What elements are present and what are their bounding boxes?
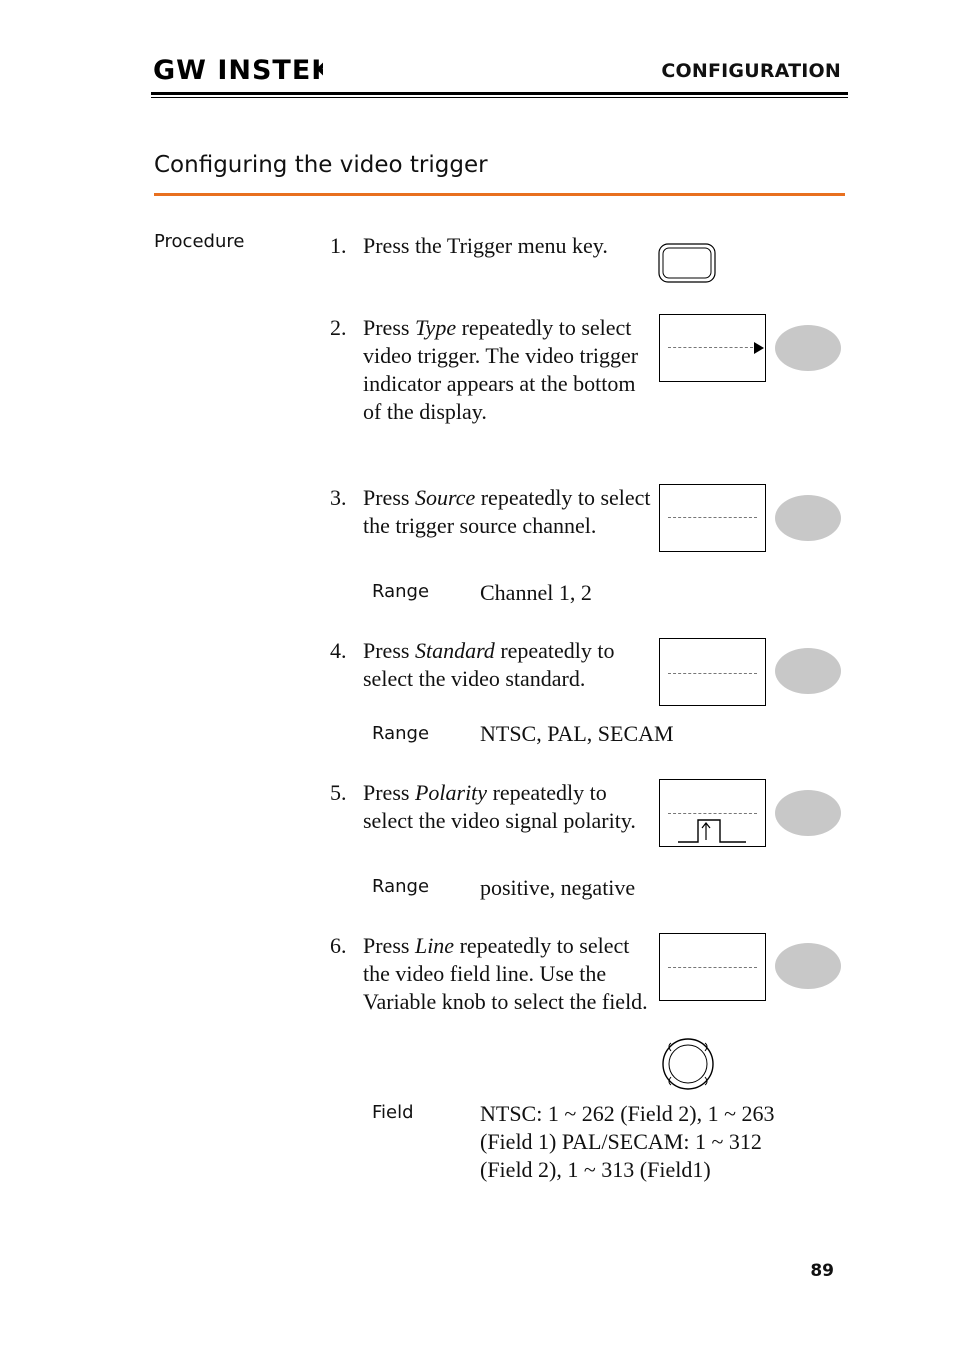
step-1-number: 1. xyxy=(330,233,347,258)
polarity-soft-key[interactable] xyxy=(775,790,841,836)
field-label: Field xyxy=(372,1102,414,1123)
range-label: Range xyxy=(372,581,430,602)
svg-text:GW INSTEK: GW INSTEK xyxy=(153,55,323,83)
step-5-text: Press Polarity repeatedly to select the video signal polarity. xyxy=(363,780,636,833)
section-rule xyxy=(154,193,845,196)
header-rule xyxy=(151,92,848,95)
step-4-text: Press Standard repeatedly to select the video standard. xyxy=(363,638,615,691)
step-4-number: 4. xyxy=(330,638,347,663)
step-2-number: 2. xyxy=(330,315,347,340)
range-label: Range xyxy=(372,876,430,897)
field-value: NTSC: 1 ~ 262 (Field 2), 1 ~ 263 (Field 1) PAL/SECAM: 1 ~ 312 (Field 2), 1 ~ 313 (Field1) xyxy=(480,1101,775,1182)
range-label: Range xyxy=(372,723,430,744)
source-soft-key[interactable] xyxy=(775,495,841,541)
range-value: Channel 1, 2 xyxy=(480,580,592,605)
type-soft-key[interactable] xyxy=(775,325,841,371)
step-6-text: Press Line repeatedly to select the video field line. Use the Variable knob to select the field. xyxy=(363,933,648,1014)
variable-knob-icon[interactable] xyxy=(661,1037,715,1091)
page-number: 89 xyxy=(810,1261,834,1281)
section-title: Configuring the video trigger xyxy=(154,152,488,178)
step-6-number: 6. xyxy=(330,933,347,958)
trigger-menu-key-icon xyxy=(658,243,716,283)
step-5-number: 5. xyxy=(330,780,347,805)
range-value: positive, negative xyxy=(480,875,636,900)
procedure-label: Procedure xyxy=(154,231,245,252)
standard-soft-key[interactable] xyxy=(775,648,841,694)
header-rule-thin xyxy=(151,97,848,98)
line-menu-box xyxy=(659,933,766,1001)
header-title: CONFIGURATION xyxy=(661,60,841,82)
range-value: NTSC, PAL, SECAM xyxy=(480,721,674,746)
type-menu-box xyxy=(659,314,766,382)
step-3-number: 3. xyxy=(330,485,347,510)
standard-menu-box xyxy=(659,638,766,706)
arrow-right-icon xyxy=(754,342,764,354)
step-3-text: Press Source repeatedly to select the trigger source channel. xyxy=(363,485,651,538)
polarity-menu-box xyxy=(659,779,766,847)
step-2-text: Press Type repeatedly to select video trigger. The video trigger indicator appears at the bottom of the display. xyxy=(363,315,639,424)
step-1-text: Press the Trigger menu key. xyxy=(363,233,608,258)
gw-instek-logo xyxy=(153,55,323,83)
line-soft-key[interactable] xyxy=(775,943,841,989)
source-menu-box xyxy=(659,484,766,552)
positive-polarity-icon xyxy=(678,818,748,844)
